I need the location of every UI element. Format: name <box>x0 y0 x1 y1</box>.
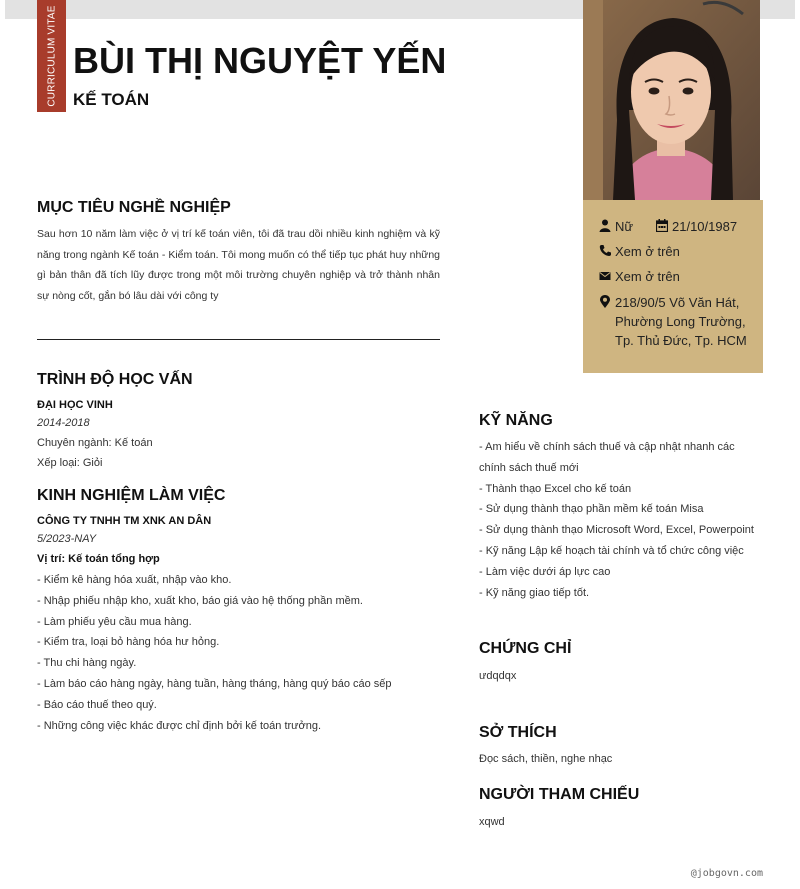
duty-item: - Thu chi hàng ngày. <box>37 657 137 670</box>
hobbies-text: Đọc sách, thiền, nghe nhạc <box>479 753 613 765</box>
education-title: TRÌNH ĐỘ HỌC VẤN <box>37 371 193 388</box>
company-name: CÔNG TY TNHH TM XNK AN DÂN <box>37 515 212 527</box>
candidate-name: BÙI THỊ NGUYỆT YẾN <box>73 40 447 81</box>
references-text: xqwd <box>479 816 505 828</box>
birthdate-value: 21/10/1987 <box>672 219 738 234</box>
education-grade: Xếp loại: Giỏi <box>37 457 103 469</box>
cv-tab <box>37 0 66 112</box>
position: Vị trí: Kế toán tổng hợp <box>37 553 160 565</box>
phone-value: Xem ở trên <box>615 244 680 259</box>
calendar-icon <box>656 219 668 232</box>
skill-item: chính sách thuế mới <box>479 461 579 474</box>
location-pin-icon <box>599 295 611 308</box>
contact-info-box <box>583 200 763 373</box>
watermark: @jobgovn.com <box>690 868 763 879</box>
skill-item: - Sử dụng thành thạo phần mềm kế toán Misa <box>479 503 704 516</box>
hobbies-title: SỞ THÍCH <box>479 724 557 741</box>
phone-icon <box>599 244 611 257</box>
skills-title: KỸ NĂNG <box>479 412 553 429</box>
experience-period: 5/2023-NAY <box>37 533 97 545</box>
birthdate-row <box>656 217 737 236</box>
cv-tab-label: CURRICULUM VITAE <box>46 5 57 107</box>
section-divider <box>37 339 440 340</box>
skill-item: - Am hiểu về chính sách thuế và cập nhật nhanh các <box>479 441 735 453</box>
profile-photo <box>583 0 760 200</box>
skill-item: - Sử dụng thành thạo Microsoft Word, Excel, Powerpoint <box>479 524 754 537</box>
objective-title: MỤC TIÊU NGHỀ NGHIỆP <box>37 199 231 216</box>
duty-item: - Kiểm tra, loại bỏ hàng hóa hư hỏng. <box>37 636 220 649</box>
objective-text: Sau hơn 10 năm làm việc ở vị trí kế toán viên, tôi đã trau dồi nhiều kinh nghiệm và kỹ năng trong ngành Kế toán - Kiểm toán. Tôi mong muốn có thể tiếp tục phát huy những gì bản thân đã tích lũy được trong một môi trường chuyên nghiệp và trở thành nhân sự nòng cốt, gắn bó lâu dài với công ty <box>37 228 440 303</box>
references-title: NGƯỜI THAM CHIẾU <box>479 786 640 803</box>
duty-item: - Làm phiếu yêu cầu mua hàng. <box>37 615 192 628</box>
skill-item: - Thành thạo Excel cho kế toán <box>479 482 632 495</box>
address-line: Tp. Thủ Đức, Tp. HCM <box>615 333 747 348</box>
duty-item: - Báo cáo thuế theo quý. <box>37 698 157 711</box>
school-name: ĐẠI HỌC VINH <box>37 399 113 411</box>
education-major: Chuyên ngành: Kế toán <box>37 437 153 449</box>
mail-icon <box>599 269 611 282</box>
address-value <box>615 293 747 350</box>
certificates-text: ưdqdqx <box>479 670 517 682</box>
address-line: Phường Long Trường, <box>615 314 746 329</box>
phone-row <box>599 242 680 261</box>
experience-title: KINH NGHIỆM LÀM VIỆC <box>37 487 226 504</box>
skills-list <box>479 437 754 603</box>
duty-item: - Nhập phiếu nhập kho, xuất kho, báo giá vào hệ thống phần mềm. <box>37 594 363 607</box>
skill-item: - Kỹ năng Lập kế hoạch tài chính và tổ chức công việc <box>479 544 744 557</box>
gender-row <box>599 217 633 236</box>
duty-item: - Làm báo cáo hàng ngày, hàng tuần, hàng tháng, hàng quý báo cáo sếp <box>37 677 392 690</box>
education-period: 2014-2018 <box>37 417 90 429</box>
address-row <box>599 293 747 350</box>
email-row <box>599 267 680 286</box>
duty-list <box>37 570 392 736</box>
email-value: Xem ở trên <box>615 269 680 284</box>
person-icon <box>599 219 611 232</box>
duty-item: - Kiểm kê hàng hóa xuất, nhập vào kho. <box>37 574 232 586</box>
skill-item: - Kỹ năng giao tiếp tốt. <box>479 586 590 599</box>
duty-item: - Những công việc khác được chỉ định bởi kế toán trưởng. <box>37 719 322 732</box>
address-line: 218/90/5 Võ Văn Hát, <box>615 295 740 310</box>
skill-item: - Làm việc dưới áp lực cao <box>479 565 611 578</box>
job-title: KẾ TOÁN <box>73 90 150 109</box>
gender-value: Nữ <box>615 219 634 234</box>
certificates-title: CHỨNG CHỈ <box>479 640 572 657</box>
